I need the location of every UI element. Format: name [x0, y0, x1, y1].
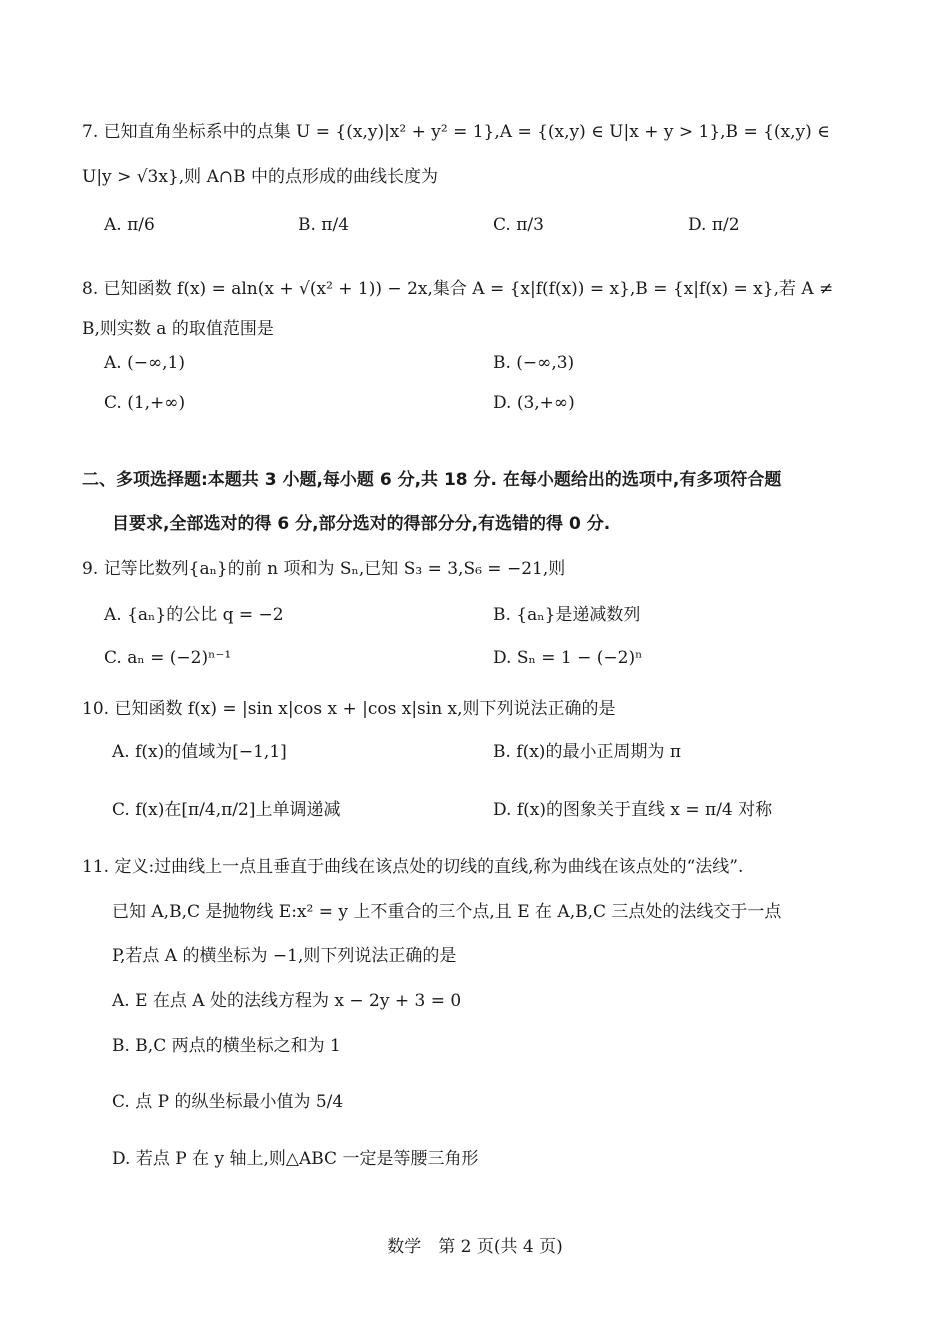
q11-option-a: A. E 在点 A 处的法线方程为 x − 2y + 3 = 0 [112, 991, 462, 1011]
q11-option-b: B. B,C 两点的横坐标之和为 1 [112, 1036, 341, 1056]
q7-line2: U|y > √3x},则 A∩B 中的点形成的曲线长度为 [82, 167, 438, 187]
q10-option-c: C. f(x)在[π/4,π/2]上单调递减 [112, 800, 341, 820]
q7-line1: 7. 已知直角坐标系中的点集 U = {(x,y)|x² + y² = 1},A = {(x,y) ∈ U|x + y > 1},B = {(x,y) ∈ [82, 122, 830, 142]
q10-option-b: B. f(x)的最小正周期为 π [493, 742, 682, 762]
q11-line2: 已知 A,B,C 是抛物线 E:x² = y 上不重合的三个点,且 E 在 A,B,C 三点处的法线交于一点 [112, 902, 782, 922]
section2-heading-line2: 目要求,全部选对的得 6 分,部分选对的得部分分,有选错的得 0 分. [112, 514, 611, 534]
page-footer: 数学 第 2 页(共 4 页) [387, 1237, 563, 1257]
q7-option-c: C. π/3 [493, 215, 544, 235]
q11-option-d: D. 若点 P 在 y 轴上,则△ABC 一定是等腰三角形 [112, 1149, 479, 1169]
q8-line2: B,则实数 a 的取值范围是 [82, 319, 274, 339]
q10-option-a: A. f(x)的值域为[−1,1] [112, 742, 287, 762]
q8-option-a: A. (−∞,1) [104, 353, 185, 373]
q7-option-d: D. π/2 [688, 215, 740, 235]
q8-option-d: D. (3,+∞) [493, 393, 575, 413]
q8-line1: 8. 已知函数 f(x) = aln(x + √(x² + 1)) − 2x,集合 A = {x|f(f(x)) = x},B = {x|f(x) = x},若 A ≠ [82, 279, 834, 299]
q9-option-d: D. Sₙ = 1 − (−2)ⁿ [493, 648, 643, 668]
q9-option-a: A. {aₙ}的公比 q = −2 [104, 605, 284, 625]
q11-line1: 11. 定义:过曲线上一点且垂直于曲线在该点处的切线的直线,称为曲线在该点处的“法线”. [82, 857, 744, 877]
q7-option-a: A. π/6 [104, 215, 155, 235]
q10-option-d: D. f(x)的图象关于直线 x = π/4 对称 [493, 800, 773, 820]
q11-line3: P,若点 A 的横坐标为 −1,则下列说法正确的是 [112, 946, 457, 966]
q9-option-b: B. {aₙ}是递减数列 [493, 605, 641, 625]
q8-option-c: C. (1,+∞) [104, 393, 186, 413]
q7-option-b: B. π/4 [298, 215, 350, 235]
q9-line1: 9. 记等比数列{aₙ}的前 n 项和为 Sₙ,已知 S₃ = 3,S₆ = −21,则 [82, 559, 566, 579]
q11-option-c: C. 点 P 的纵坐标最小值为 5/4 [112, 1092, 344, 1112]
q8-option-b: B. (−∞,3) [493, 353, 575, 373]
q10-line1: 10. 已知函数 f(x) = |sin x|cos x + |cos x|sin x,则下列说法正确的是 [82, 699, 616, 719]
q9-option-c: C. aₙ = (−2)ⁿ⁻¹ [104, 648, 232, 668]
section2-heading-line1: 二、多项选择题:本题共 3 小题,每小题 6 分,共 18 分. 在每小题给出的选项中,有多项符合题 [82, 470, 782, 490]
